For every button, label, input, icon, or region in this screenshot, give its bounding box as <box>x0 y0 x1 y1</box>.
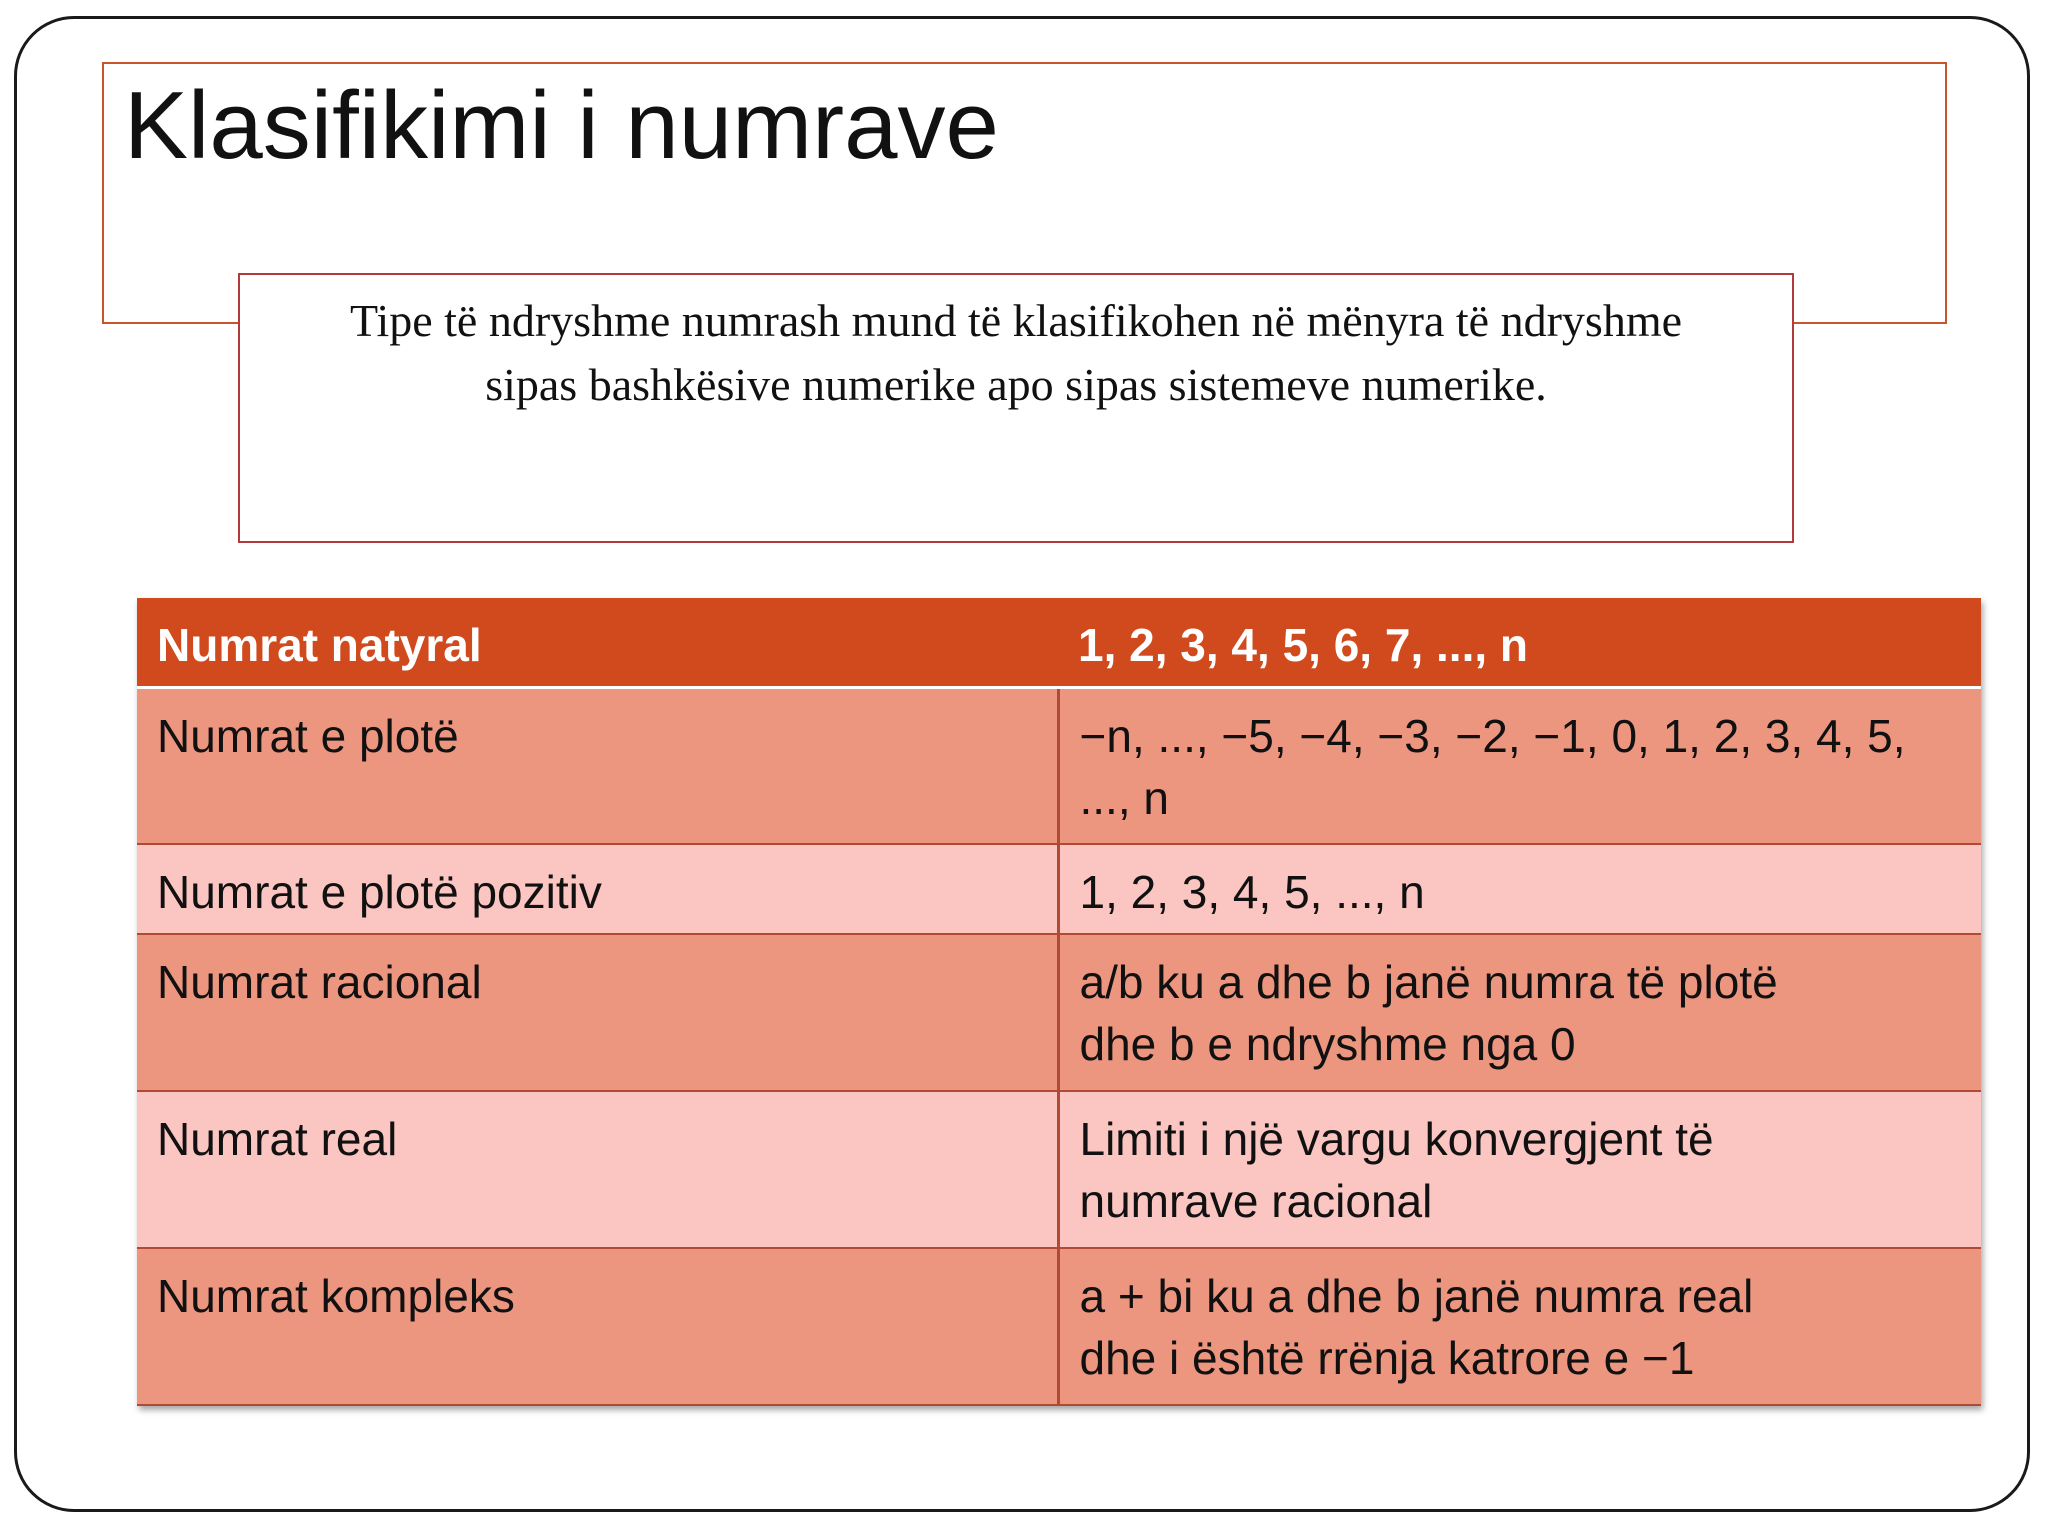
header-cell-value: 1, 2, 3, 4, 5, 6, 7, ..., n <box>1058 598 1981 687</box>
subtitle-line-1: Tipe të ndryshme numrash mund të klasifikohen në mënyra të ndryshme <box>349 295 1683 346</box>
row-value-line-1: a/b ku a dhe b janë numra të plotë <box>1079 956 1778 1008</box>
row-name-cell: Numrat real <box>137 1091 1058 1248</box>
row-value-line-2: dhe b e ndryshme nga 0 <box>1079 1018 1576 1070</box>
table-header-row <box>137 598 1981 687</box>
row-value-cell <box>1058 1248 1981 1405</box>
table-row <box>137 687 1981 844</box>
table-row <box>137 1091 1981 1248</box>
row-value-line-2: dhe i është rrënja katrore e −1 <box>1079 1332 1695 1384</box>
row-value-line-1: a + bi ku a dhe b janë numra real <box>1079 1270 1754 1322</box>
table-row <box>137 844 1981 934</box>
row-value-line-2: numrave racional <box>1079 1175 1433 1227</box>
row-value-cell <box>1058 1091 1981 1248</box>
page-title: Klasifikimi i numrave <box>124 72 999 179</box>
row-name-cell: Numrat racional <box>137 934 1058 1091</box>
subtitle-line-2: sipas bashkësive numerike apo sipas sistemeve numerike. <box>485 359 1547 410</box>
row-value-cell <box>1058 934 1981 1091</box>
subtitle-box <box>238 273 1794 543</box>
row-name-cell: Numrat kompleks <box>137 1248 1058 1405</box>
row-value-cell: 1, 2, 3, 4, 5, ..., n <box>1058 844 1981 934</box>
table-row <box>137 934 1981 1091</box>
row-name-cell: Numrat e plotë pozitiv <box>137 844 1058 934</box>
header-cell-name: Numrat natyral <box>137 598 1058 687</box>
table-row <box>137 1248 1981 1405</box>
subtitle-text <box>260 289 1772 417</box>
row-value-line-1: Limiti i një vargu konvergjent të <box>1079 1113 1714 1165</box>
classification-table <box>137 598 1981 1406</box>
row-name-cell: Numrat e plotë <box>137 687 1058 844</box>
row-value-cell: −n, ..., −5, −4, −3, −2, −1, 0, 1, 2, 3, 4, 5, ..., n <box>1058 687 1981 844</box>
classification-table-wrapper <box>137 598 1981 1406</box>
